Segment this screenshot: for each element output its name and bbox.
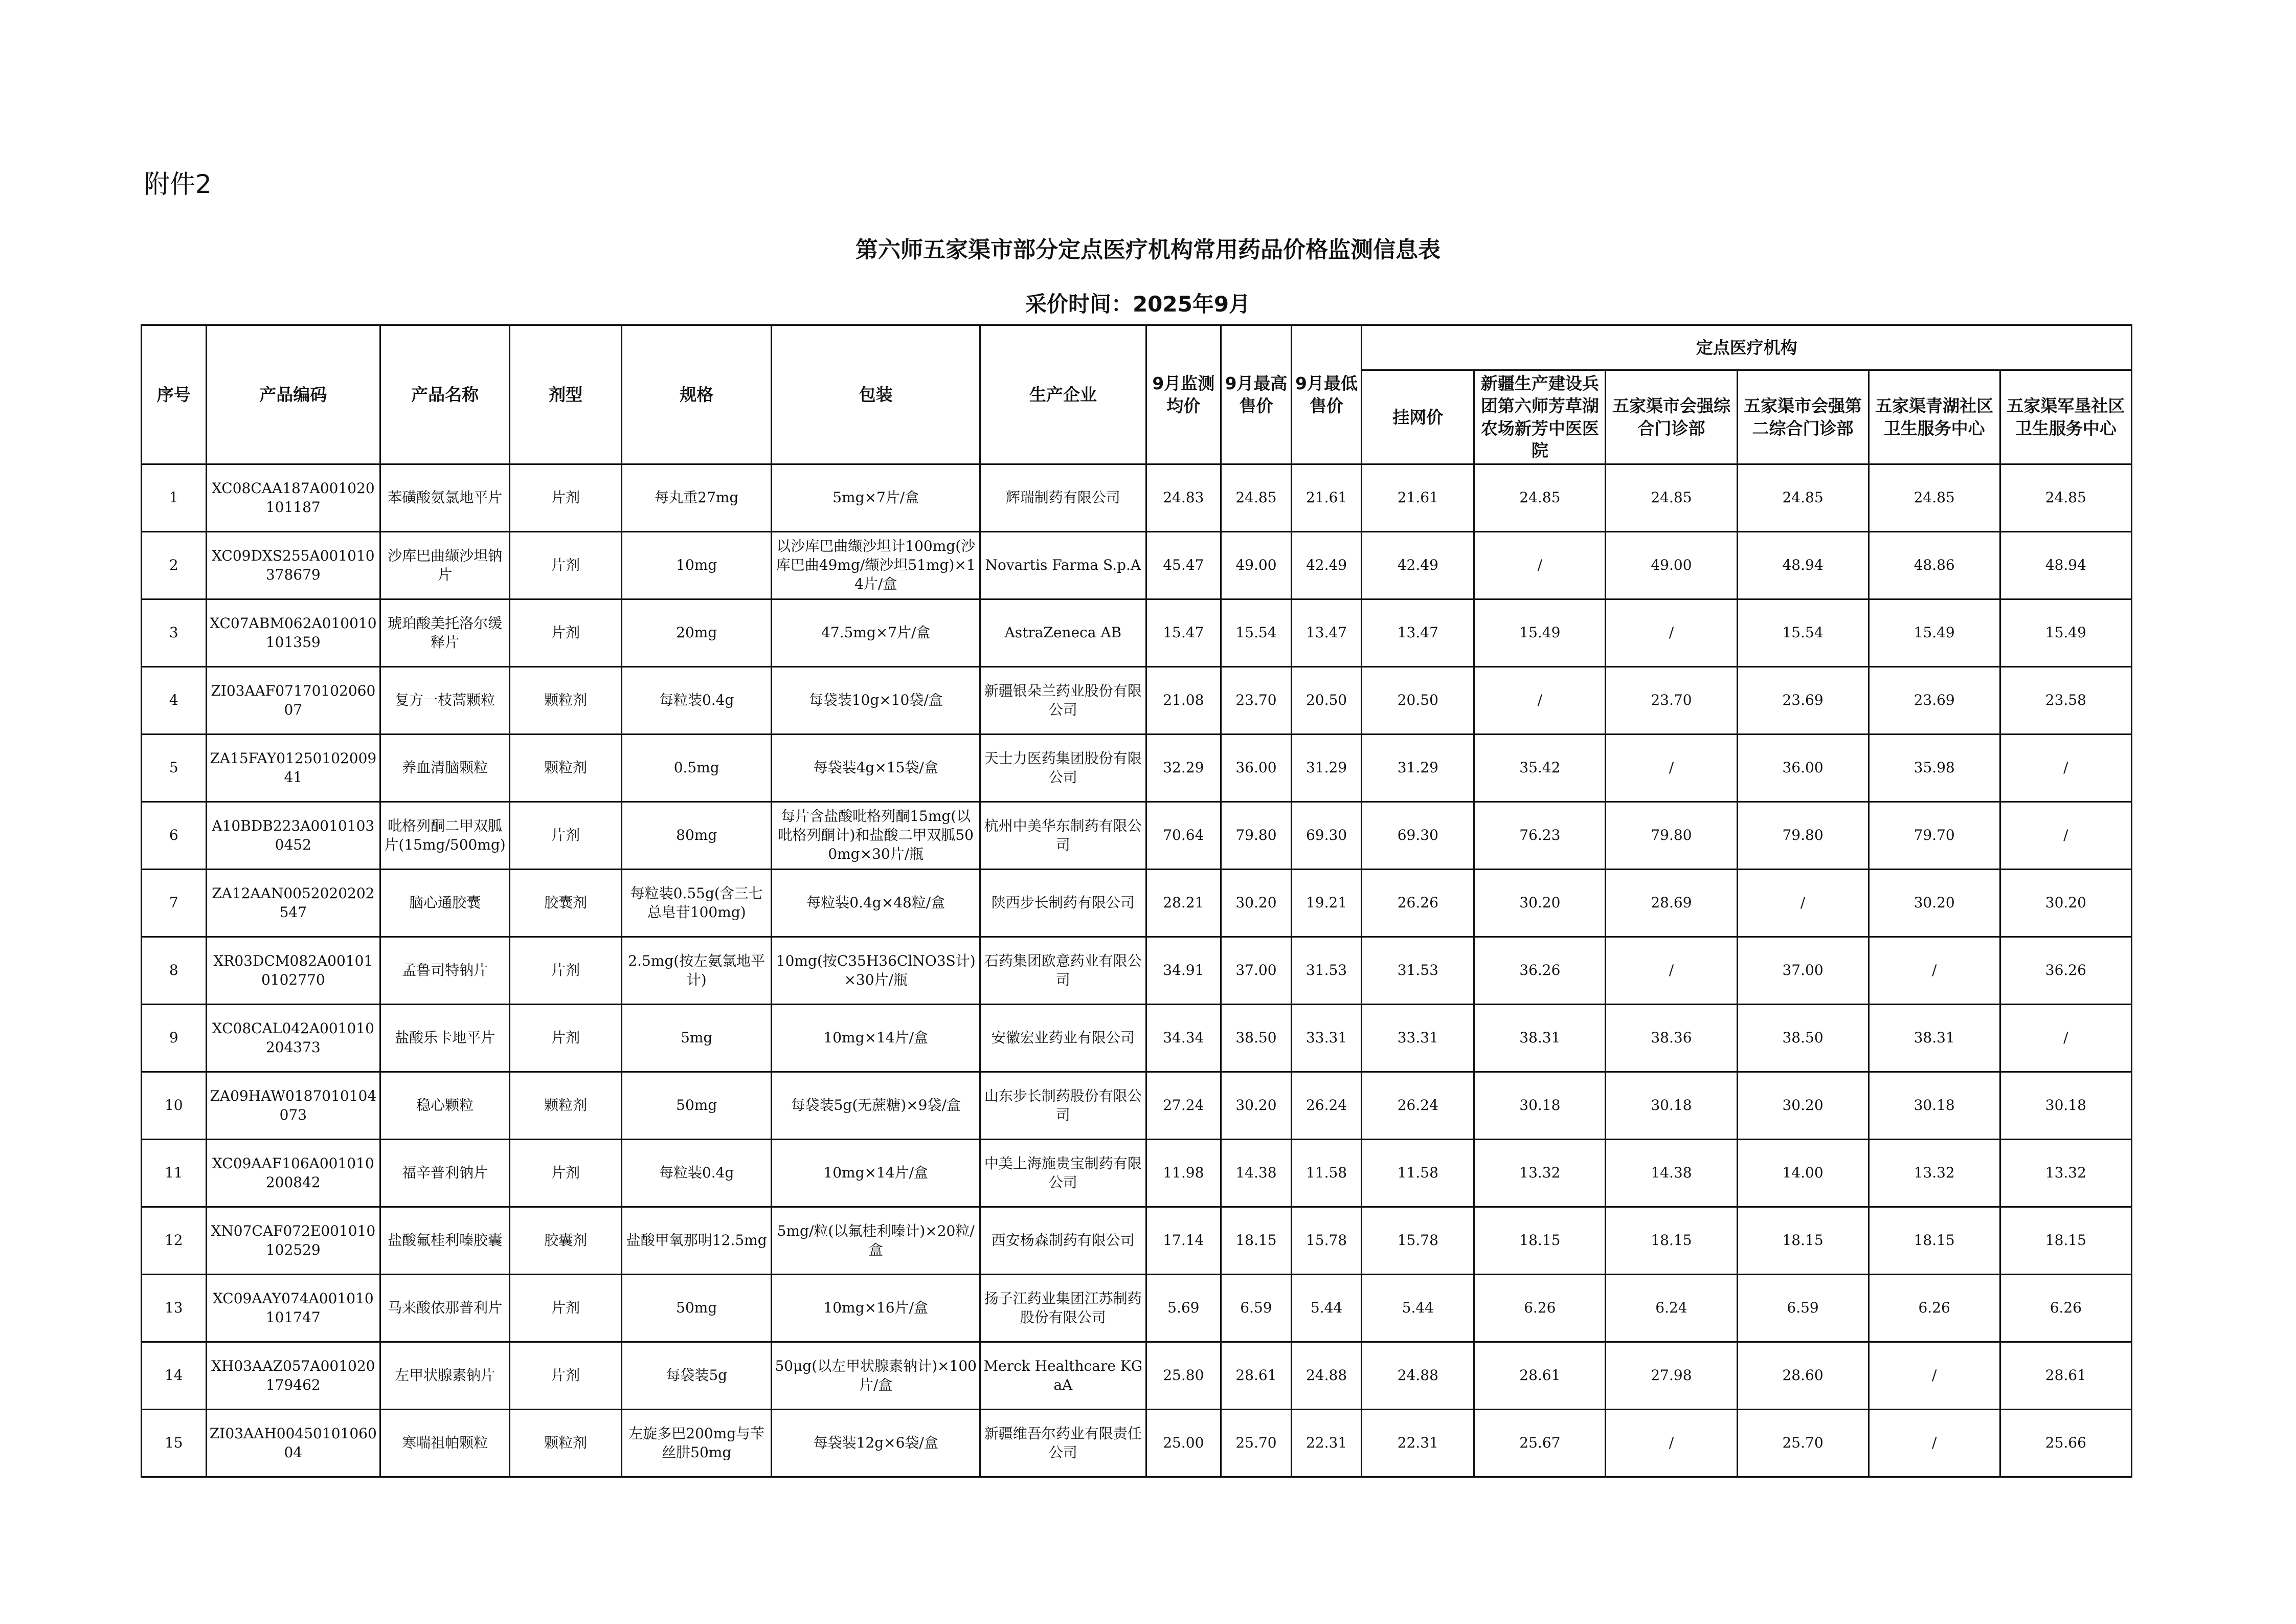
header-seq: 序号 bbox=[142, 325, 207, 464]
cell-name: 琥珀酸美托洛尔缓释片 bbox=[380, 599, 510, 667]
cell-maker: 辉瑞制药有限公司 bbox=[980, 464, 1146, 532]
cell-p2: 28.61 bbox=[1474, 1342, 1606, 1410]
cell-package: 47.5mg×7片/盒 bbox=[772, 599, 980, 667]
cell-max: 49.00 bbox=[1221, 532, 1292, 599]
table-row bbox=[142, 1275, 2132, 1342]
cell-p4: 23.69 bbox=[1737, 667, 1869, 735]
cell-maker: Novartis Farma S.p.A bbox=[980, 532, 1146, 599]
cell-avg: 27.24 bbox=[1146, 1072, 1221, 1140]
cell-p6: 23.58 bbox=[2000, 667, 2131, 735]
cell-seq: 14 bbox=[142, 1342, 207, 1410]
cell-p2: 24.85 bbox=[1474, 464, 1606, 532]
cell-min: 5.44 bbox=[1291, 1275, 1362, 1342]
survey-date: 采价时间：2025年9月 bbox=[1025, 292, 1251, 317]
cell-p3: 14.38 bbox=[1606, 1140, 1737, 1207]
header-inst-5: 五家渠青湖社区卫生服务中心 bbox=[1869, 370, 2000, 464]
cell-p4: 38.50 bbox=[1737, 1005, 1869, 1072]
cell-p1: 11.58 bbox=[1362, 1140, 1474, 1207]
cell-p6: 6.26 bbox=[2000, 1275, 2131, 1342]
cell-code: XC09AAY074A001010101747 bbox=[206, 1275, 380, 1342]
cell-p1: 31.53 bbox=[1362, 937, 1474, 1005]
cell-p4: 36.00 bbox=[1737, 735, 1869, 802]
cell-p5: 15.49 bbox=[1869, 599, 2000, 667]
cell-name: 脑心通胶囊 bbox=[380, 870, 510, 937]
cell-form: 片剂 bbox=[510, 937, 622, 1005]
table-row bbox=[142, 599, 2132, 667]
cell-p3: 23.70 bbox=[1606, 667, 1737, 735]
cell-min: 22.31 bbox=[1291, 1410, 1362, 1477]
cell-p6: 24.85 bbox=[2000, 464, 2131, 532]
cell-package: 每粒装0.4g×48粒/盒 bbox=[772, 870, 980, 937]
cell-p4: 30.20 bbox=[1737, 1072, 1869, 1140]
cell-p3: / bbox=[1606, 599, 1737, 667]
cell-p6: / bbox=[2000, 735, 2131, 802]
cell-name: 盐酸氟桂利嗪胶囊 bbox=[380, 1207, 510, 1275]
cell-p4: 14.00 bbox=[1737, 1140, 1869, 1207]
cell-seq: 8 bbox=[142, 937, 207, 1005]
table-row bbox=[142, 1140, 2132, 1207]
cell-p4: 18.15 bbox=[1737, 1207, 1869, 1275]
cell-avg: 15.47 bbox=[1146, 599, 1221, 667]
cell-form: 颗粒剂 bbox=[510, 1410, 622, 1477]
cell-form: 片剂 bbox=[510, 1005, 622, 1072]
header-inst-2: 新疆生产建设兵团第六师芳草湖农场新芳中医医院 bbox=[1474, 370, 1606, 464]
cell-p6: 18.15 bbox=[2000, 1207, 2131, 1275]
cell-p2: 15.49 bbox=[1474, 599, 1606, 667]
cell-form: 颗粒剂 bbox=[510, 735, 622, 802]
cell-p1: 15.78 bbox=[1362, 1207, 1474, 1275]
table-row bbox=[142, 802, 2132, 870]
cell-min: 19.21 bbox=[1291, 870, 1362, 937]
cell-name: 盐酸乐卡地平片 bbox=[380, 1005, 510, 1072]
cell-maker: 新疆维吾尔药业有限责任公司 bbox=[980, 1410, 1146, 1477]
cell-avg: 45.47 bbox=[1146, 532, 1221, 599]
cell-p2: 76.23 bbox=[1474, 802, 1606, 870]
cell-seq: 5 bbox=[142, 735, 207, 802]
cell-spec: 每粒装0.4g bbox=[622, 1140, 772, 1207]
table-row bbox=[142, 1207, 2132, 1275]
cell-spec: 每丸重27mg bbox=[622, 464, 772, 532]
cell-avg: 70.64 bbox=[1146, 802, 1221, 870]
header-spec: 规格 bbox=[622, 325, 772, 464]
cell-p1: 13.47 bbox=[1362, 599, 1474, 667]
cell-code: XN07CAF072E001010102529 bbox=[206, 1207, 380, 1275]
cell-package: 每袋装5g(无蔗糖)×9袋/盒 bbox=[772, 1072, 980, 1140]
cell-max: 24.85 bbox=[1221, 464, 1292, 532]
table-body bbox=[142, 464, 2132, 1477]
cell-min: 69.30 bbox=[1291, 802, 1362, 870]
cell-spec: 10mg bbox=[622, 532, 772, 599]
cell-p5: / bbox=[1869, 1342, 2000, 1410]
cell-min: 11.58 bbox=[1291, 1140, 1362, 1207]
cell-name: 吡格列酮二甲双胍片(15mg/500mg) bbox=[380, 802, 510, 870]
cell-max: 25.70 bbox=[1221, 1410, 1292, 1477]
cell-spec: 20mg bbox=[622, 599, 772, 667]
cell-avg: 5.69 bbox=[1146, 1275, 1221, 1342]
cell-p6: 30.20 bbox=[2000, 870, 2131, 937]
cell-spec: 50mg bbox=[622, 1072, 772, 1140]
table-row bbox=[142, 464, 2132, 532]
cell-package: 10mg×16片/盒 bbox=[772, 1275, 980, 1342]
cell-form: 颗粒剂 bbox=[510, 667, 622, 735]
cell-name: 养血清脑颗粒 bbox=[380, 735, 510, 802]
cell-avg: 11.98 bbox=[1146, 1140, 1221, 1207]
cell-p2: / bbox=[1474, 532, 1606, 599]
cell-p5: 48.86 bbox=[1869, 532, 2000, 599]
cell-form: 颗粒剂 bbox=[510, 1072, 622, 1140]
cell-name: 马来酸依那普利片 bbox=[380, 1275, 510, 1342]
cell-p5: 23.69 bbox=[1869, 667, 2000, 735]
cell-avg: 25.00 bbox=[1146, 1410, 1221, 1477]
table-row bbox=[142, 1410, 2132, 1477]
cell-p2: 6.26 bbox=[1474, 1275, 1606, 1342]
cell-maker: 杭州中美华东制药有限公司 bbox=[980, 802, 1146, 870]
cell-package: 每袋装4g×15袋/盒 bbox=[772, 735, 980, 802]
cell-p5: / bbox=[1869, 1410, 2000, 1477]
cell-min: 31.29 bbox=[1291, 735, 1362, 802]
cell-maker: 中美上海施贵宝制药有限公司 bbox=[980, 1140, 1146, 1207]
cell-p6: 36.26 bbox=[2000, 937, 2131, 1005]
cell-min: 15.78 bbox=[1291, 1207, 1362, 1275]
header-name: 产品名称 bbox=[380, 325, 510, 464]
cell-p3: 6.24 bbox=[1606, 1275, 1737, 1342]
cell-name: 复方一枝蒿颗粒 bbox=[380, 667, 510, 735]
cell-p6: / bbox=[2000, 1005, 2131, 1072]
cell-p2: 35.42 bbox=[1474, 735, 1606, 802]
cell-p5: 13.32 bbox=[1869, 1140, 2000, 1207]
cell-p5: 18.15 bbox=[1869, 1207, 2000, 1275]
cell-maker: 石药集团欧意药业有限公司 bbox=[980, 937, 1146, 1005]
cell-seq: 13 bbox=[142, 1275, 207, 1342]
attachment-label: 附件2 bbox=[144, 169, 212, 199]
cell-p4: / bbox=[1737, 870, 1869, 937]
cell-name: 孟鲁司特钠片 bbox=[380, 937, 510, 1005]
cell-p1: 22.31 bbox=[1362, 1410, 1474, 1477]
cell-min: 24.88 bbox=[1291, 1342, 1362, 1410]
cell-min: 26.24 bbox=[1291, 1072, 1362, 1140]
cell-p2: 36.26 bbox=[1474, 937, 1606, 1005]
cell-p4: 79.80 bbox=[1737, 802, 1869, 870]
cell-p5: 35.98 bbox=[1869, 735, 2000, 802]
cell-form: 片剂 bbox=[510, 599, 622, 667]
cell-p1: 5.44 bbox=[1362, 1275, 1474, 1342]
cell-p6: 15.49 bbox=[2000, 599, 2131, 667]
cell-p5: 6.26 bbox=[1869, 1275, 2000, 1342]
cell-form: 片剂 bbox=[510, 1140, 622, 1207]
cell-p6: 28.61 bbox=[2000, 1342, 2131, 1410]
table-row bbox=[142, 937, 2132, 1005]
header-min: 9月最低售价 bbox=[1291, 325, 1362, 464]
cell-spec: 每粒装0.55g(含三七总皂苷100mg) bbox=[622, 870, 772, 937]
cell-code: ZI03AAH0045010106004 bbox=[206, 1410, 380, 1477]
cell-avg: 34.91 bbox=[1146, 937, 1221, 1005]
cell-p4: 6.59 bbox=[1737, 1275, 1869, 1342]
cell-p3: / bbox=[1606, 735, 1737, 802]
cell-p3: 30.18 bbox=[1606, 1072, 1737, 1140]
cell-name: 沙库巴曲缬沙坦钠片 bbox=[380, 532, 510, 599]
cell-p1: 42.49 bbox=[1362, 532, 1474, 599]
cell-maker: 陕西步长制药有限公司 bbox=[980, 870, 1146, 937]
cell-max: 36.00 bbox=[1221, 735, 1292, 802]
cell-seq: 15 bbox=[142, 1410, 207, 1477]
table-row bbox=[142, 532, 2132, 599]
cell-seq: 3 bbox=[142, 599, 207, 667]
cell-seq: 1 bbox=[142, 464, 207, 532]
cell-package: 50μg(以左甲状腺素钠计)×100片/盒 bbox=[772, 1342, 980, 1410]
cell-maker: 安徽宏业药业有限公司 bbox=[980, 1005, 1146, 1072]
header-inst-4: 五家渠市会强第二综合门诊部 bbox=[1737, 370, 1869, 464]
cell-spec: 盐酸甲氧那明12.5mg bbox=[622, 1207, 772, 1275]
cell-code: XH03AAZ057A001020179462 bbox=[206, 1342, 380, 1410]
cell-max: 23.70 bbox=[1221, 667, 1292, 735]
cell-code: ZA15FAY0125010200941 bbox=[206, 735, 380, 802]
cell-p1: 21.61 bbox=[1362, 464, 1474, 532]
cell-p6: 25.66 bbox=[2000, 1410, 2131, 1477]
cell-p6: / bbox=[2000, 802, 2131, 870]
cell-p2: 18.15 bbox=[1474, 1207, 1606, 1275]
cell-code: XC09AAF106A001010200842 bbox=[206, 1140, 380, 1207]
cell-p1: 26.26 bbox=[1362, 870, 1474, 937]
cell-max: 30.20 bbox=[1221, 1072, 1292, 1140]
cell-code: ZA09HAW0187010104073 bbox=[206, 1072, 380, 1140]
cell-p4: 25.70 bbox=[1737, 1410, 1869, 1477]
cell-package: 5mg/粒(以氟桂利嗪计)×20粒/盒 bbox=[772, 1207, 980, 1275]
table-row bbox=[142, 735, 2132, 802]
cell-avg: 17.14 bbox=[1146, 1207, 1221, 1275]
cell-maker: AstraZeneca AB bbox=[980, 599, 1146, 667]
header-inst-1: 挂网价 bbox=[1362, 370, 1474, 464]
cell-p3: 28.69 bbox=[1606, 870, 1737, 937]
cell-seq: 11 bbox=[142, 1140, 207, 1207]
header-maker: 生产企业 bbox=[980, 325, 1146, 464]
cell-p3: 27.98 bbox=[1606, 1342, 1737, 1410]
cell-p4: 24.85 bbox=[1737, 464, 1869, 532]
cell-seq: 10 bbox=[142, 1072, 207, 1140]
cell-seq: 4 bbox=[142, 667, 207, 735]
cell-code: XC09DXS255A001010378679 bbox=[206, 532, 380, 599]
cell-code: XC08CAA187A001020101187 bbox=[206, 464, 380, 532]
cell-seq: 9 bbox=[142, 1005, 207, 1072]
cell-avg: 34.34 bbox=[1146, 1005, 1221, 1072]
cell-name: 寒喘祖帕颗粒 bbox=[380, 1410, 510, 1477]
cell-form: 片剂 bbox=[510, 1275, 622, 1342]
cell-form: 片剂 bbox=[510, 464, 622, 532]
cell-p6: 30.18 bbox=[2000, 1072, 2131, 1140]
cell-p2: 30.20 bbox=[1474, 870, 1606, 937]
cell-code: XC07ABM062A010010101359 bbox=[206, 599, 380, 667]
cell-max: 38.50 bbox=[1221, 1005, 1292, 1072]
cell-min: 31.53 bbox=[1291, 937, 1362, 1005]
cell-maker: 天士力医药集团股份有限公司 bbox=[980, 735, 1146, 802]
cell-max: 18.15 bbox=[1221, 1207, 1292, 1275]
page-title: 第六师五家渠市部分定点医疗机构常用药品价格监测信息表 bbox=[856, 237, 1440, 263]
cell-form: 片剂 bbox=[510, 802, 622, 870]
cell-p2: 38.31 bbox=[1474, 1005, 1606, 1072]
header-inst-3: 五家渠市会强综合门诊部 bbox=[1606, 370, 1737, 464]
cell-p5: 79.70 bbox=[1869, 802, 2000, 870]
cell-p1: 20.50 bbox=[1362, 667, 1474, 735]
cell-p2: 13.32 bbox=[1474, 1140, 1606, 1207]
cell-p4: 15.54 bbox=[1737, 599, 1869, 667]
cell-seq: 7 bbox=[142, 870, 207, 937]
cell-avg: 28.21 bbox=[1146, 870, 1221, 937]
cell-p2: 30.18 bbox=[1474, 1072, 1606, 1140]
cell-p4: 28.60 bbox=[1737, 1342, 1869, 1410]
cell-p3: / bbox=[1606, 937, 1737, 1005]
cell-package: 5mg×7片/盒 bbox=[772, 464, 980, 532]
cell-p5: 24.85 bbox=[1869, 464, 2000, 532]
cell-seq: 2 bbox=[142, 532, 207, 599]
cell-seq: 12 bbox=[142, 1207, 207, 1275]
cell-p3: 38.36 bbox=[1606, 1005, 1737, 1072]
cell-max: 30.20 bbox=[1221, 870, 1292, 937]
cell-spec: 每袋装5g bbox=[622, 1342, 772, 1410]
cell-code: ZI03AAF0717010206007 bbox=[206, 667, 380, 735]
cell-maker: 新疆银朵兰药业股份有限公司 bbox=[980, 667, 1146, 735]
table-row bbox=[142, 667, 2132, 735]
cell-avg: 32.29 bbox=[1146, 735, 1221, 802]
cell-package: 每片含盐酸吡格列酮15mg(以吡格列酮计)和盐酸二甲双胍500mg×30片/瓶 bbox=[772, 802, 980, 870]
table-row bbox=[142, 1342, 2132, 1410]
cell-p1: 26.24 bbox=[1362, 1072, 1474, 1140]
header-form: 剂型 bbox=[510, 325, 622, 464]
cell-p5: / bbox=[1869, 937, 2000, 1005]
cell-avg: 24.83 bbox=[1146, 464, 1221, 532]
header-code: 产品编码 bbox=[206, 325, 380, 464]
cell-max: 28.61 bbox=[1221, 1342, 1292, 1410]
cell-maker: 西安杨森制药有限公司 bbox=[980, 1207, 1146, 1275]
cell-min: 42.49 bbox=[1291, 532, 1362, 599]
cell-avg: 25.80 bbox=[1146, 1342, 1221, 1410]
table-row bbox=[142, 1072, 2132, 1140]
cell-spec: 0.5mg bbox=[622, 735, 772, 802]
table-row bbox=[142, 870, 2132, 937]
cell-name: 苯磺酸氨氯地平片 bbox=[380, 464, 510, 532]
cell-spec: 左旋多巴200mg与苄丝肼50mg bbox=[622, 1410, 772, 1477]
cell-p4: 37.00 bbox=[1737, 937, 1869, 1005]
header-avg: 9月监测均价 bbox=[1146, 325, 1221, 464]
header-institutions: 定点医疗机构 bbox=[1362, 325, 2132, 370]
cell-p1: 69.30 bbox=[1362, 802, 1474, 870]
cell-max: 6.59 bbox=[1221, 1275, 1292, 1342]
cell-package: 每袋装12g×6袋/盒 bbox=[772, 1410, 980, 1477]
cell-max: 15.54 bbox=[1221, 599, 1292, 667]
cell-max: 37.00 bbox=[1221, 937, 1292, 1005]
header-package: 包装 bbox=[772, 325, 980, 464]
cell-spec: 2.5mg(按左氨氯地平计) bbox=[622, 937, 772, 1005]
cell-p3: 79.80 bbox=[1606, 802, 1737, 870]
cell-p2: / bbox=[1474, 667, 1606, 735]
cell-seq: 6 bbox=[142, 802, 207, 870]
cell-max: 79.80 bbox=[1221, 802, 1292, 870]
cell-min: 21.61 bbox=[1291, 464, 1362, 532]
cell-p1: 31.29 bbox=[1362, 735, 1474, 802]
cell-p1: 33.31 bbox=[1362, 1005, 1474, 1072]
cell-code: XC08CAL042A001010204373 bbox=[206, 1005, 380, 1072]
price-table bbox=[141, 324, 2132, 1478]
cell-min: 33.31 bbox=[1291, 1005, 1362, 1072]
cell-code: ZA12AAN0052020202547 bbox=[206, 870, 380, 937]
cell-form: 胶囊剂 bbox=[510, 870, 622, 937]
header-max: 9月最高售价 bbox=[1221, 325, 1292, 464]
cell-p6: 13.32 bbox=[2000, 1140, 2131, 1207]
cell-avg: 21.08 bbox=[1146, 667, 1221, 735]
cell-p3: / bbox=[1606, 1410, 1737, 1477]
table-row bbox=[142, 1005, 2132, 1072]
cell-p4: 48.94 bbox=[1737, 532, 1869, 599]
cell-p3: 49.00 bbox=[1606, 532, 1737, 599]
cell-name: 稳心颗粒 bbox=[380, 1072, 510, 1140]
header-inst-6: 五家渠军垦社区卫生服务中心 bbox=[2000, 370, 2131, 464]
cell-maker: 扬子江药业集团江苏制药股份有限公司 bbox=[980, 1275, 1146, 1342]
cell-name: 福辛普利钠片 bbox=[380, 1140, 510, 1207]
cell-package: 以沙库巴曲缬沙坦计100mg(沙库巴曲49mg/缬沙坦51mg)×14片/盒 bbox=[772, 532, 980, 599]
cell-package: 10mg(按C35H36ClNO3S计)×30片/瓶 bbox=[772, 937, 980, 1005]
cell-p1: 24.88 bbox=[1362, 1342, 1474, 1410]
cell-p3: 24.85 bbox=[1606, 464, 1737, 532]
cell-form: 片剂 bbox=[510, 532, 622, 599]
cell-p2: 25.67 bbox=[1474, 1410, 1606, 1477]
cell-min: 20.50 bbox=[1291, 667, 1362, 735]
cell-max: 14.38 bbox=[1221, 1140, 1292, 1207]
cell-package: 10mg×14片/盒 bbox=[772, 1140, 980, 1207]
cell-spec: 5mg bbox=[622, 1005, 772, 1072]
cell-code: A10BDB223A00101030452 bbox=[206, 802, 380, 870]
cell-maker: 山东步长制药股份有限公司 bbox=[980, 1072, 1146, 1140]
cell-p5: 38.31 bbox=[1869, 1005, 2000, 1072]
cell-spec: 50mg bbox=[622, 1275, 772, 1342]
cell-package: 每袋装10g×10袋/盒 bbox=[772, 667, 980, 735]
cell-name: 左甲状腺素钠片 bbox=[380, 1342, 510, 1410]
cell-min: 13.47 bbox=[1291, 599, 1362, 667]
cell-p5: 30.18 bbox=[1869, 1072, 2000, 1140]
cell-code: XR03DCM082A001010102770 bbox=[206, 937, 380, 1005]
cell-spec: 80mg bbox=[622, 802, 772, 870]
cell-p6: 48.94 bbox=[2000, 532, 2131, 599]
cell-p5: 30.20 bbox=[1869, 870, 2000, 937]
cell-package: 10mg×14片/盒 bbox=[772, 1005, 980, 1072]
cell-p3: 18.15 bbox=[1606, 1207, 1737, 1275]
cell-form: 胶囊剂 bbox=[510, 1207, 622, 1275]
cell-spec: 每粒装0.4g bbox=[622, 667, 772, 735]
cell-maker: Merck Healthcare KGaA bbox=[980, 1342, 1146, 1410]
cell-form: 片剂 bbox=[510, 1342, 622, 1410]
